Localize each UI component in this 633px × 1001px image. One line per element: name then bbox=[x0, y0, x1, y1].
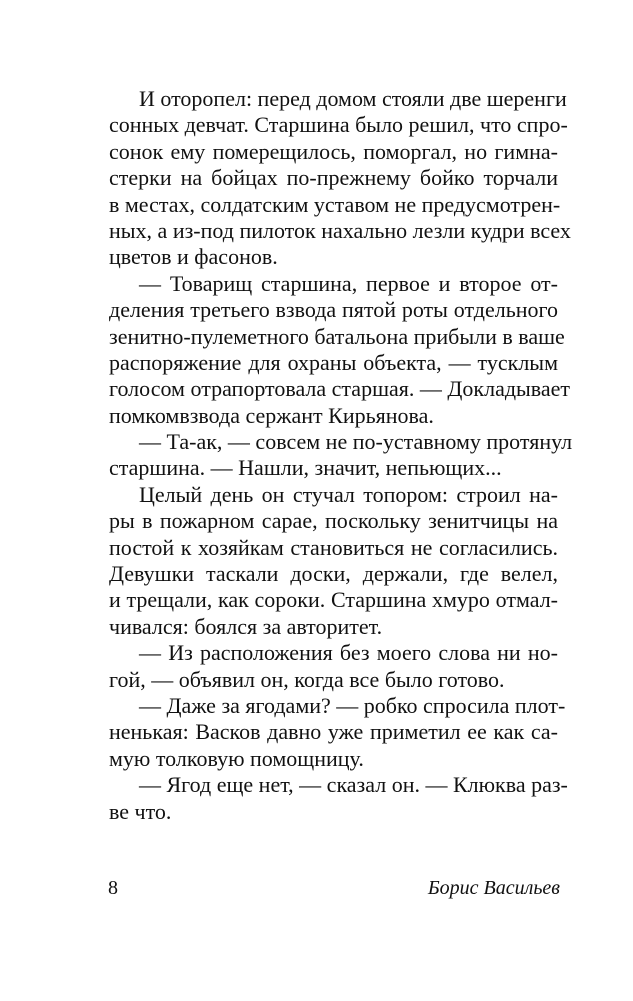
text-line: старшина. — Нашли, значит, непьющих... bbox=[109, 455, 502, 481]
text-line: — Из расположения без моего слова ни но- bbox=[139, 640, 558, 666]
text-line: помкомвзвода сержант Кирьянова. bbox=[109, 402, 434, 428]
text-line: Целый день он стучал топором: строил на- bbox=[139, 481, 558, 507]
text-line: и трещали, как сороки. Старшина хмуро отмал- bbox=[109, 587, 558, 613]
text-line: — Та-ак, — совсем не по-уставному протянул bbox=[139, 429, 573, 455]
page-number: 8 bbox=[108, 877, 118, 899]
paragraph bbox=[109, 692, 566, 772]
paragraph bbox=[109, 772, 568, 825]
text-line: голосом отрапортовала старшая. — Докладывает bbox=[109, 376, 571, 402]
text-line: — Ягод еще нет, — сказал он. — Клюква раз- bbox=[139, 772, 568, 798]
text-line: Девушки таскали доски, держали, где велел, bbox=[109, 561, 558, 587]
text-line: деления третьего взвода пятой роты отдельного bbox=[109, 297, 558, 323]
text-line: гой, — объявил он, когда все было готово. bbox=[109, 666, 505, 692]
text-line: мую толковую помощницу. bbox=[109, 745, 364, 771]
paragraph bbox=[109, 482, 558, 640]
text-line: ры в пожарном сарае, поскольку зенитчицы на bbox=[109, 508, 558, 534]
text-line: распоряжение для охраны объекта, — тусклым bbox=[109, 349, 558, 375]
paragraph bbox=[109, 429, 573, 482]
text-line: сонок ему померещилось, поморгал, но гимна- bbox=[109, 138, 558, 164]
text-line: постой к хозяйкам становиться не согласились. bbox=[109, 534, 558, 560]
text-line: — Товарищ старшина, первое и второе от- bbox=[139, 270, 558, 296]
text-line: в местах, солдатским уставом не предусмотрен- bbox=[109, 191, 561, 217]
text-line: ненькая: Васков давно уже приметил ее как са- bbox=[109, 719, 558, 745]
text-line: чивался: боялся за авторитет. bbox=[109, 613, 383, 639]
body-text bbox=[109, 86, 573, 825]
paragraph bbox=[109, 640, 558, 693]
paragraph bbox=[109, 86, 571, 271]
text-line: зенитно-пулеметного батальона прибыли в ваше bbox=[109, 323, 565, 349]
text-line: — Даже за ягодами? — робко спросила плот- bbox=[139, 692, 566, 718]
text-line: И оторопел: перед домом стояли две шеренги bbox=[139, 86, 567, 111]
text-line: ных, а из-под пилоток нахально лезли кудри всех bbox=[109, 217, 571, 243]
text-line: сонных девчат. Старшина было решил, что спро- bbox=[109, 112, 568, 138]
paragraph bbox=[109, 270, 571, 429]
text-line: цветов и фасонов. bbox=[109, 244, 278, 270]
text-line: стерки на бойцах по-прежнему бойко торчали bbox=[109, 165, 558, 191]
text-line: ве что. bbox=[109, 798, 172, 824]
running-header-author: Борис Васильев bbox=[427, 877, 560, 899]
